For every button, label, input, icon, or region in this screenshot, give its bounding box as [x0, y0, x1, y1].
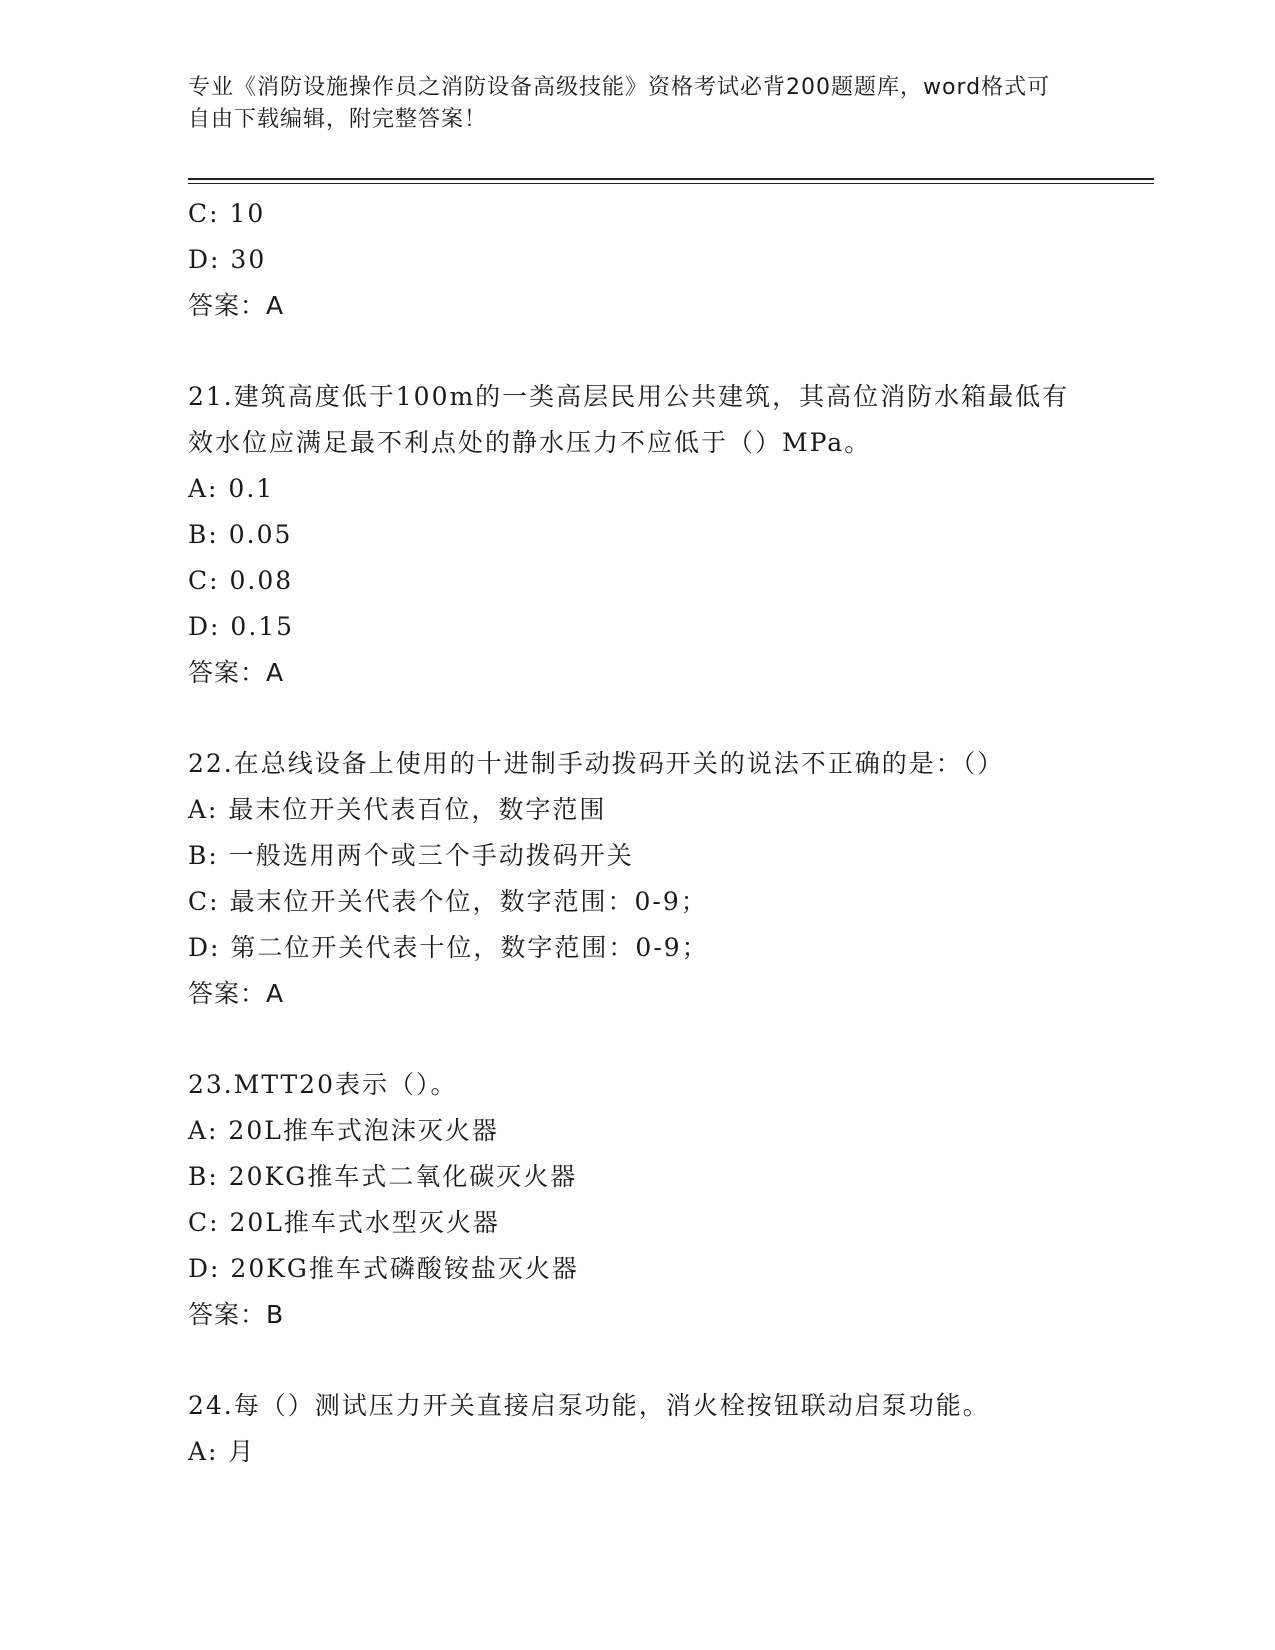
answer-line: 答案：B [188, 1300, 285, 1329]
option-a: A: 最末位开关代表百位，数字范围 [188, 795, 607, 824]
option-a: A: 20L推车式泡沫灭火器 [188, 1116, 499, 1145]
question-21 [188, 374, 1088, 696]
document-body [188, 191, 1088, 1475]
option-c: C: 0.08 [188, 566, 294, 595]
option-c: C: 最末位开关代表个位，数字范围：0-9； [188, 887, 708, 916]
question-stem: 22.在总线设备上使用的十进制手动拨码开关的说法不正确的是：（） [188, 749, 1005, 778]
answer-line: 答案：A [188, 979, 285, 1008]
option-d: D: 20KG推车式磷酸铵盐灭火器 [188, 1254, 579, 1283]
question-22 [188, 741, 1088, 1017]
option-c: C: 20L推车式水型灭火器 [188, 1208, 500, 1237]
question-stem: 21.建筑高度低于100m的一类高层民用公共建筑，其高位消防水箱最低有效水位应满足最不利点处的静水压力不应低于（）MPa。 [188, 382, 1070, 457]
answer-line: 答案：A [188, 291, 285, 320]
option-a: A: 月 [188, 1437, 256, 1466]
option-d: D: 0.15 [188, 612, 295, 641]
document-title: 专业《消防设施操作员之消防设备高级技能》资格考试必背200题题库，word格式可自由下载编辑，附完整答案！ [188, 75, 1051, 132]
continued-question [188, 191, 1088, 329]
option-b: B: 20KG推车式二氧化碳灭火器 [188, 1162, 578, 1191]
option-b: B: 一般选用两个或三个手动拨码开关 [188, 841, 634, 870]
answer-line: 答案：A [188, 658, 285, 687]
question-stem: 24.每（）测试压力开关直接启泵功能，消火栓按钮联动启泵功能。 [188, 1391, 990, 1420]
option-a: A: 0.1 [188, 474, 275, 503]
option-b: B: 0.05 [188, 520, 293, 549]
header-divider [188, 178, 1154, 184]
option-c: C: 10 [188, 199, 266, 228]
question-stem: 23.MTT20表示（）。 [188, 1070, 458, 1099]
option-d: D: 第二位开关代表十位，数字范围：0-9； [188, 933, 709, 962]
question-23 [188, 1062, 1088, 1338]
option-d: D: 30 [188, 245, 267, 274]
question-24 [188, 1383, 1088, 1475]
page-header [188, 72, 1068, 136]
